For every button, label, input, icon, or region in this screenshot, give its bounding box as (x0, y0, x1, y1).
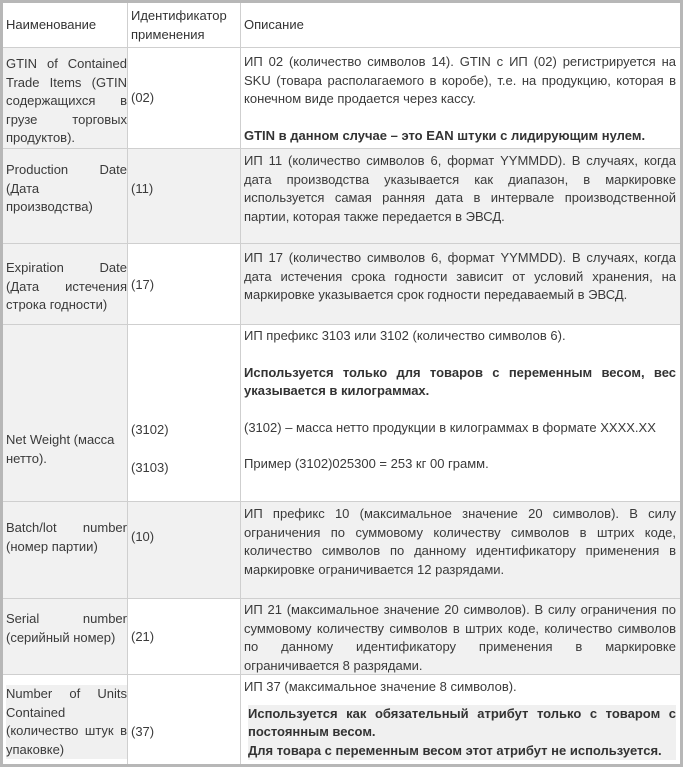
row-name: Number of Units Contained (количество штук в упаковке) (3, 675, 127, 764)
row-ai: (11) (127, 149, 240, 243)
table-row (3, 244, 680, 324)
row-example: Пример (3102)025300 = 253 кг 00 грамм. (244, 456, 489, 471)
row-ai: (3102) (3103) (127, 325, 240, 501)
row-note: GTIN в данном случае – это EAN штуки с лидирующим нулем. (244, 127, 646, 143)
row-name: Expiration Date (Дата истечения строка годности) (3, 244, 127, 324)
row-note: Используется как обязательный атрибут только с товаром с постоянным весом. (248, 705, 676, 739)
row-desc: ИП 17 (количество символов 6, формат YYMMDD). В случаях, когда дата истечения срока годности зависит от условий хранения, на маркировке указывается срок годности передаваемый в ЭВСД. (240, 244, 680, 324)
row-desc: ИП 02 (количество символов 14). GTIN с ИП (02) регистрируется на SKU (товара располагаемого в коробе), т.е. на продукцию, которая в конечном виде продается через кассу. GTIN в данном случае – это EAN штуки с лидирующим нулем. (240, 48, 680, 148)
row-ai: (21) (127, 599, 240, 674)
row-desc: ИП 21 (максимальное значение 20 символов). В силу ограничения по суммовому количеству символов в штрих коде, количество символов по данному идентификатору применения в маркировке ограничивается 8 разрядами. (240, 599, 680, 674)
table-row (3, 325, 680, 501)
row-note: Для товара с переменным весом этот атрибут не используется. (248, 742, 662, 758)
row-name: Production Date (Дата производства) (6, 162, 127, 214)
row-name: GTIN of Contained Trade Items (GTIN содержащихся в грузе торговых продуктов). (3, 48, 127, 148)
row-ai: (02) (127, 48, 240, 148)
row-ai: (17) (127, 244, 240, 324)
table-row (3, 675, 680, 764)
row-desc: ИП префикс 3103 или 3102 (количество символов 6). Используется только для товаров с переменным весом, вес указывается в килограммах. (3102) – масса нетто продукции в килограммах в формате XXXX.XX Пример (3102)025300 = 253 кг 00 грамм. (240, 325, 680, 501)
row-ai: (37) (127, 675, 240, 764)
row-name: Net Weight (масса нетто). (3, 325, 127, 501)
row-note: Используется только для товаров с переменным весом, вес указывается в килограммах. (244, 364, 676, 398)
table-row (3, 599, 680, 674)
row-desc: ИП 37 (максимальное значение 8 символов). Используется как обязательный атрибут только с товаром с постоянным весом. Для товара с переменным весом этот атрибут не используется. (240, 675, 680, 764)
row-name: Batch/lot number (номер партии) (6, 520, 127, 554)
table-row (3, 48, 680, 148)
table-row (3, 502, 680, 598)
header-name: Наименование (6, 16, 97, 32)
header-ai: Идентификатор применения (131, 8, 227, 42)
row-name: Serial number (серийный номер) (3, 599, 127, 674)
table-header (3, 3, 680, 47)
row-desc: ИП префикс 10 (максимальное значение 20 символов). В силу ограничения по суммовому количеству символов в штрих коде, количество символов по данному идентификатору применения в маркировке ограничивается 12 разрядами. (240, 502, 680, 598)
table-row (3, 149, 680, 243)
header-desc: Описание (244, 16, 304, 32)
row-desc: ИП 11 (количество символов 6, формат YYMMDD). В случаях, когда дата производства указывается как диапазон, в маркировке используется самая ранняя дата в интервале производственной партии, которая также передается в ЭВСД. (240, 149, 680, 243)
data-table (3, 3, 680, 764)
row-ai: (10) (127, 502, 240, 598)
